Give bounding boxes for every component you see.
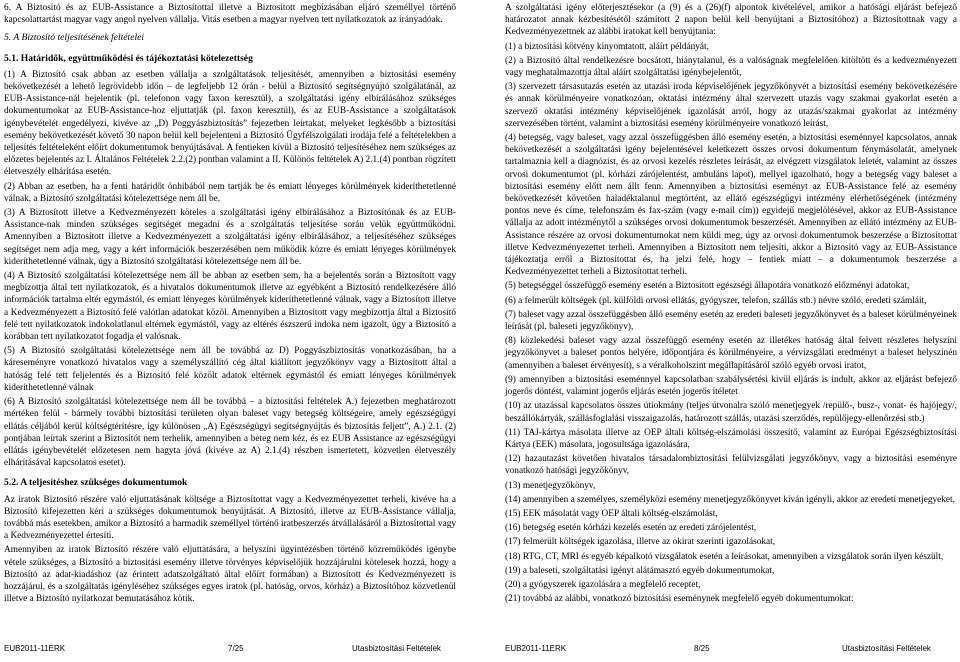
- right-column: [505, 2, 957, 607]
- section-heading: 5. A Biztosító teljesítésének feltételei: [4, 32, 145, 44]
- subsection2-heading: 5.2. A teljesítéshez szükséges dokumentumok: [4, 477, 188, 489]
- paragraph: (6) A Biztosító szolgáltatási kötelezettsége nem áll be továbbá – a biztosítási feltételek A.) fejezetben meghatározott mértéken felül - bármely további biztosítási területen olyan baleset vagy betegség költségeire, amely egészségügyi ellátás céljából kerül költségtérítésre, így különösen „A) Egészségügyi segítségnyújtás és biztosítás feljett”, A.) 2.1. (2) pontjában leírtak szerint a Biztosítót nem terhelik, amennyiben a beteg nem kéz, és ez EUB Assistance az egészségügyi ellátás igénybevételét előzetesen nem hagyta jóvá (kivéve az A) 2.1.(4) részben ismertetett, közvetlen életveszély elhárításával kapcsolatos esetet).: [4, 397, 456, 469]
- list-item: (15) EEK másolatát vagy OEP általi költség-elszámolást,: [505, 508, 718, 519]
- footer-right-page: 8/25: [694, 644, 710, 653]
- list-item: (5) betegséggel összefüggő esemény esetén a Biztosított egészségi állapotára vonatkozó előzményi adatokat,: [505, 281, 910, 292]
- list-item: (12) hazautazást követően hivatalos társadalombiztosítási felülvizsgálati jegyzőkönyv, vagy a biztosítási eseményre vonatkozó hatósági jegyzőkönyv,: [505, 454, 957, 477]
- intro-paragraph: 6. A Biztosító és az EUB-Assistance a Biztosítottal illetve a Biztosított megbízásában eljáró személlyel történő kapcsolattartást magyar vagy angol nyelven vállalja. Vitás esetben a magyar nyelven tett nyilatkozatok az irányadóak.: [4, 3, 456, 26]
- list-item: (4) betegség, vagy baleset, vagy azzal összefüggésben álló esemény esetén, a biztosítási eseménnyel kapcsolatos, annak bekövetkezését a szolgáltatási igény bejelentésével keletkezett összes orvosi dokumentum fénymásolatát, amelynek tartalmaznia kell a diagnózist, és az orvosi kezelés részletes leírását, az elvégzett vizsgálatok leletét, valamint az összes orvosi dokumentumot (pl. kórházi zárójelentést, ambuláns lapot), mellyel igazolható, hogy a betegség vagy baleset a biztosítási esemény előtt nem állt fenn. Amennyiben a biztosítási eseményt az EUB-Assistance felé az esemény bekövetkezését követően haladéktalanul megtörtént, az ellátó egészségügyi intézmény elérhetőségének (intézmény pontos neve és címe, telefonszám és fax-szám (vagy e-mail cím)) egyidejű megjelölésével, akkor az EUB-Assistance vállalja az adott intézménytől a szükséges orvosi dokumentumok beszerzését. Amennyiben az ellátó intézmény az EUB-Assistance részére az orvosi dokumentumokat nem küldi meg, úgy az orvosi dokumentumok beszerzése a Biztosítottat illetve Kedvezményezettet terheli. Amennyiben a Biztosított nem teljesíti, akkor a Biztosító vagy az EUB-Assistance tájékoztatja erről a Biztosítottat és, ha jelzi felé, hogy – fentiek miatt – a dokumentumok beszerzése a Kedvezményezettet terheli a Biztosítottat terheli.: [505, 133, 957, 278]
- footer-left-code: EUB2011-11ERK: [4, 644, 66, 653]
- paragraph: A szolgáltatási igény előterjesztésekor (a (9) és a (26)(f) alpontok kivételével, amikor a hatósági eljárást befejező határozatot annak kézbesítésétől számított 2 napon belül kell benyújtani a Biztosítóhoz) a Biztosítottnak vagy a Kedvezményezettnek az alábbi iratokat kell benyújtania:: [505, 3, 957, 38]
- footer-left-title: Utasbiztosítási Feltételek: [352, 644, 441, 653]
- list-item: (3) szervezett társasutazás esetén az utazási iroda képviselőjének jegyzőkönyvét a biztosítási esemény bekövetkezésére és annak körülményeire vonatkozóan, oktatási intézmény által szervezett utazás vagy szakmai gyakorlat esetén a szervező oktatási intézmény képviselőjének igazolását arról, hogy az utazás/szakmai gyakorlat az intézmény szervezésében történt, valamint a biztosítási esemény körülményeire vonatkozó leírást,: [505, 82, 957, 129]
- paragraph: (4) A Biztosító szolgáltatási kötelezettsége nem áll be abban az esetben sem, ha a bejelentés során a Biztosított vagy megbízottja által tett nyilatkozatok, és a hivatalos dokumentumok illetve az egyébként a Biztosító rendelkezésére álló információk tartalma eltér egymástól, és emiatt lényeges körülmények kideríthetetlenné válnak, vagy a Biztosított illetve a Kedvezményezett a Biztosító felé valótlan adatokat közöl. Amennyiben a Biztosított vagy megbízottja által a Biztosító felé tett nyilatkozatok indokolatlanul eltérnek egymástól, vagy az eltérés észszerű indoka nem igazolt, úgy a Biztosító a korábban tett nyilatkozatot fogadja el valósnak.: [4, 271, 456, 343]
- list-item: (18) RTG, CT, MRI és egyéb képalkotó vizsgálatok esetén a leírásokat, amennyiben a vizsgálatok során ilyen készült,: [505, 551, 944, 562]
- subsection-heading: 5.1. Határidők, együttműködési és tájékoztatási kötelezettség: [4, 52, 253, 64]
- paragraph: (1) A Biztosító csak abban az esetben vállalja a szolgáltatások teljesítését, amennyiben a biztosítási esemény bekövetkezését a lehető legrövidebb időn – de legfeljebb 12 órán - belül a Biztosító segítségnyújtó szolgálatánál, az EUB-Assistance-nál bejelentik (pl. telefonon vagy faxon keresztül), a szolgáltatási igény elbírálásához szükséges dokumentumokat az EUB-Assistance-hoz eljuttatják (pl. faxon keresztül), és az EUB-Assistance a szolgáltatások igénybevételét engedélyezi, kivéve az „D) Poggyászbiztosítás” fejezetben leírtakat, melyeket legkésőbb a biztosítási esemény bekövetkezését követő 30 napon belül kell bejelenteni a Biztosító Ügyfélszolgálati irodája felé a feltételekben a teljesítés feltételeként előírt dokumentumok benyújtásával. A fentieken kívül a Biztosító teljesítéséhez nem szükséges az előzetes bejelentés az I. Általános Feltételek 2.2.(2) pontban valamint a II. Különös feltételek A) 2.1.(4) pontban rögzített életveszély elhárítása esetén.: [4, 69, 456, 178]
- list-item: (7) baleset vagy azzal összefüggésben álló esemény esetén az eredeti baleseti jegyzőkönyvet és a baleset körülményeinek leírását (pl. baleseti jegyzőkönyv),: [505, 309, 957, 333]
- paragraph: (3) A Biztosított illetve a Kedvezményezett köteles a szolgáltatási igény elbírálásához a Biztosítónak és az EUB-Assistance-nak minden szükséges segítséget megadni és a szolgáltatás teljesítése során velük együttműködni. Amennyiben a Biztosított illetve a Kedvezményezett a szolgáltatási igény elbírálásához, a teljesítéséhez szükséges segítséget nem adja meg, vagy a kért információk beszerzésében nem működik közre és emiatt lényeges körülmények kideríthetetlenné válnak, úgy a Biztosító szolgáltatási kötelezettsége nem áll be.: [4, 208, 456, 267]
- footer-right-title: Utasbiztosítási Feltételek: [842, 644, 931, 653]
- list-item: (13) menetjegyzőkönyv,: [505, 480, 596, 491]
- paragraph: Amennyiben az iratok Biztosító részére való eljuttatására, a helyszíni ügyintézésben történő közreműködés igénybe vétele szükséges, a Biztosító a biztosítási esemény illetve törvényes képviselőjük hozzájárulni kötelesek hozzá, hogy a Biztosító az adat-kiadáshoz (az érintett adatszolgáltató által előírt formában) a Biztosított és Kedvezményezett is hozzájárul, és a szolgáltatás igényléséhez szükséges egyes iratok (pl. hatóság, orvos, kórház) a Biztosítóhoz közvetlenül illetve a Biztosító nyilatkozat bemutatásához kötik.: [4, 545, 456, 605]
- paragraph: Az iratok Biztosító részére való eljuttatásának költsége a Biztosítottat vagy a Kedvezményezettet terheli, kivéve ha a Biztosító kifejezetten kéri a szükséges dokumentumok benyújtását. A Biztosító, illetve az EUB-Assistance vállalja, továbbá más esetekben, amikor a Biztosító a harmadik személlyel történő iratbeszerzés átvállalásáról a Biztosítottal vagy a Kedvezményezettel értesíti.: [4, 494, 456, 542]
- list-item: (10) az utazással kapcsolatos összes útiokmány (teljes útvonalra szóló menetjegyek /repülő-, busz-, vonat- és hajójegy/, beszállókártyák, szállásfoglalási visszaigazolás, határozott szállás, utazási szerződés, repülőjegy-ellenőrzési stb.): [505, 401, 957, 424]
- list-item: (6) a felmerült költségek (pl. külföldi orvosi ellátás, gyógyszer, telefon, szállás stb.) névre szóló, eredeti számláit,: [505, 295, 927, 306]
- list-item: (1) a biztosítási kötvény kinyomtatott, aláírt példányát,: [505, 41, 709, 52]
- list-item: (11) TAJ-kártya másolata illetve az OEP általi költség-elszámolási összesítő, valamint az Európai Egészségbiztosítási Kártya (EEK) másolata, jogosultsága igazolására,: [505, 427, 957, 450]
- paragraph: (2) Abban az esetben, ha a fenti határidőt önhibából nem tartják be és emiatt lényeges körülmények kideríthetetlenné válnak, a Biztosító szolgáltatási kötelezettsége nem áll be.: [4, 181, 456, 204]
- list-item: (16) betegség esetén kórházi kezelés esetén az eredeti zárójelentést,: [505, 523, 757, 534]
- list-item: (17) felmerült költségek igazolása, illetve az okirat szerinti igazolásokat,: [505, 537, 776, 548]
- list-item: (19) a baleseti, szolgáltatási igényt alátámasztó egyéb dokumentumokat,: [505, 565, 775, 576]
- list-item: (20) a gyógyszerek igazolására a megfelelő receptet,: [505, 579, 701, 590]
- footer-left-page: 7/25: [228, 644, 244, 653]
- list-item: (9) amennyiben a biztosítási eseménnyel kapcsolatban szabálysértési kivül eljárás is indult, akkor az eljárást befejező jogerős döntést, valamint jogerős eljárás esetén jogerős ítéletet: [505, 374, 957, 398]
- list-item: (21) továbbá az alábbi, vonatkozó biztosítási eseménynek megfelelő egyéb dokumentumokat:: [505, 594, 854, 605]
- list-item: (14) amennyiben a személyes, személyközi esemény menetjegyzőkönyvet kíván igényli, akkor az eredeti menetjegyeket,: [505, 494, 955, 505]
- footer-right-code: EUB2011-11ERK: [505, 644, 567, 653]
- paragraph: (5) A Biztosító szolgáltatási kötelezettsége nem áll be továbbá az D) Poggyászbiztosítás vonatkozásában, ha a káreseményre vonatkozó hivatalos vagy a személyszállító cég által kiállított jegyzőkönyv vagy a Biztosított által a hatóság felé tett feljelentés és a Biztosító felé közölt adatok eltérnek egymástól és emiatt lényeges körülmények kideríthetetlenné válnak: [4, 346, 456, 393]
- left-column: [4, 2, 456, 607]
- list-item: (2) a Biztosító által rendelkezésre bocsátott, hiánytalanul, és a valóságnak megfelelően kitöltött és a kedvezményezett vagy meghatalmazottja által aláírt szolgáltatási igénybejelentőt,: [505, 55, 957, 79]
- list-item: (8) közlekedési baleset vagy azzal összefüggő esemény esetén az illetékes hatóság által felvett részletes helyszíni jegyzőkönyvet a baleset pontos helyére, időpontjára és körülményeire, a vérvizsgálati eredményt a baleset helyszínén (amennyiben a baleset érvényesít), s a véralkoholszint megállapításáról szóló egyéb orvosi iratot,: [505, 336, 957, 371]
